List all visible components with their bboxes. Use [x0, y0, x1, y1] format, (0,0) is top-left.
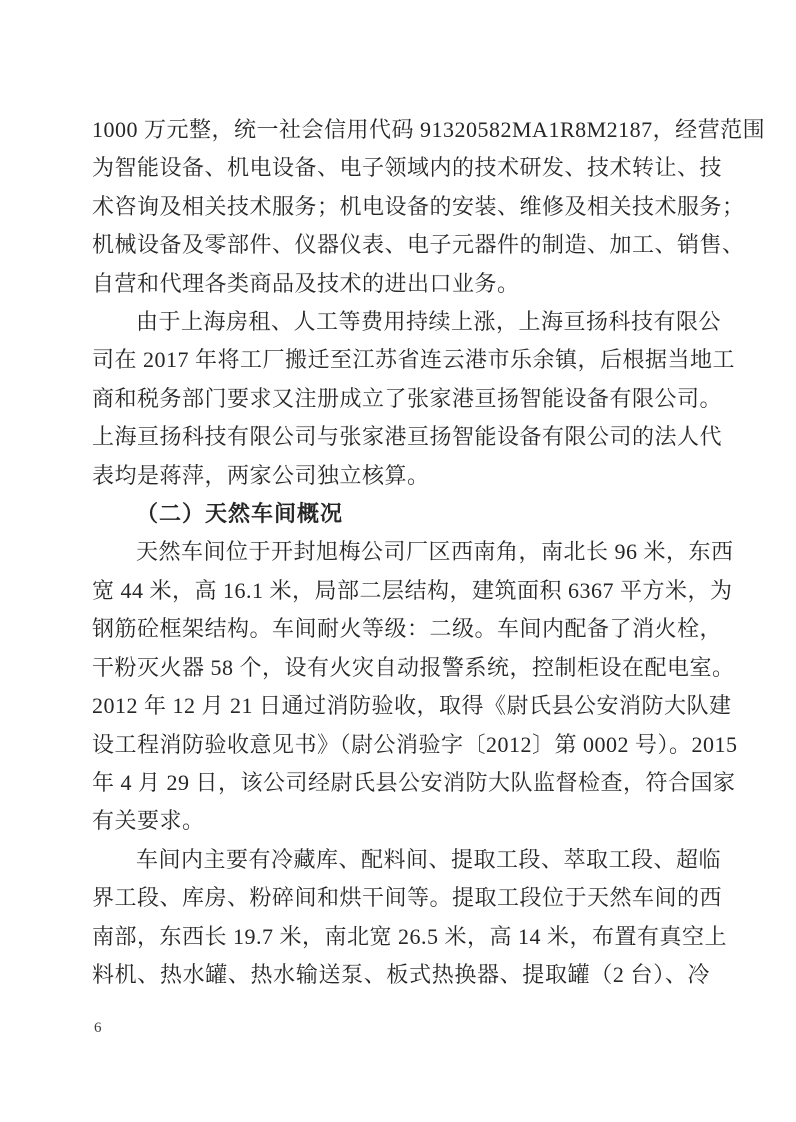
section-heading: （二）天然车间概况: [136, 501, 344, 527]
text-line: 1000 万元整，统一社会信用代码 91320582MA1R8M2187，经营范围: [92, 117, 766, 142]
text-line: 自营和代理各类商品及技术的进出口业务。: [92, 270, 520, 296]
text-line: 干粉灭火器 58 个，设有火灾自动报警系统，控制柜设在配电室。: [92, 654, 735, 680]
document-content: [92, 111, 766, 994]
text-line: 由于上海房租、人工等费用持续上涨，上海亘扬科技有限公: [136, 309, 722, 335]
text-line: 商和税务部门要求又注册成立了张家港亘扬智能设备有限公司。: [92, 385, 723, 411]
text-line: 钢筋砼框架结构。车间耐火等级：二级。车间内配备了消火栓，: [92, 616, 723, 642]
text-line: 料机、热水罐、热水输送泵、板式热换器、提取罐（2 台）、冷: [92, 961, 710, 987]
text-line: 司在 2017 年将工厂搬迁至江苏省连云港市乐余镇，后根据当地工: [92, 347, 736, 373]
text-line: 为智能设备、机电设备、电子领域内的技术研发、技术转让、技: [92, 155, 723, 181]
text-line: 2012 年 12 月 21 日通过消防验收，取得《尉氏县公安消防大队建: [92, 693, 732, 719]
text-line: 上海亘扬科技有限公司与张家港亘扬智能设备有限公司的法人代: [92, 424, 723, 450]
text-line: 表均是蒋萍，两家公司独立核算。: [92, 462, 430, 488]
text-line: 机械设备及零部件、仪器仪表、电子元器件的制造、加工、销售、: [92, 232, 745, 258]
page-footer: [94, 1020, 102, 1037]
page-number: 6: [94, 1020, 102, 1036]
text-line: 车间内主要有冷藏库、配料间、提取工段、萃取工段、超临: [136, 846, 722, 872]
text-line: 天然车间位于开封旭梅公司厂区西南角，南北长 96 米，东西: [136, 539, 734, 565]
text-line: 南部，东西长 19.7 米，南北宽 26.5 米，高 14 米，布置有真空上: [92, 923, 728, 949]
text-line: 宽 44 米，高 16.1 米，局部二层结构，建筑面积 6367 平方米，为: [92, 577, 733, 603]
text-line: 界工段、库房、粉碎间和烘干间等。提取工段位于天然车间的西: [92, 885, 723, 911]
text-line: 术咨询及相关技术服务；机电设备的安装、维修及相关技术服务；: [92, 193, 745, 219]
text-line: 有关要求。: [92, 808, 205, 834]
text-line: 设工程消防验收意见书》（尉公消验字〔2012〕第 0002 号）。2015: [92, 731, 738, 757]
text-line: 年 4 月 29 日，该公司经尉氏县公安消防大队监督检查，符合国家: [92, 769, 736, 795]
